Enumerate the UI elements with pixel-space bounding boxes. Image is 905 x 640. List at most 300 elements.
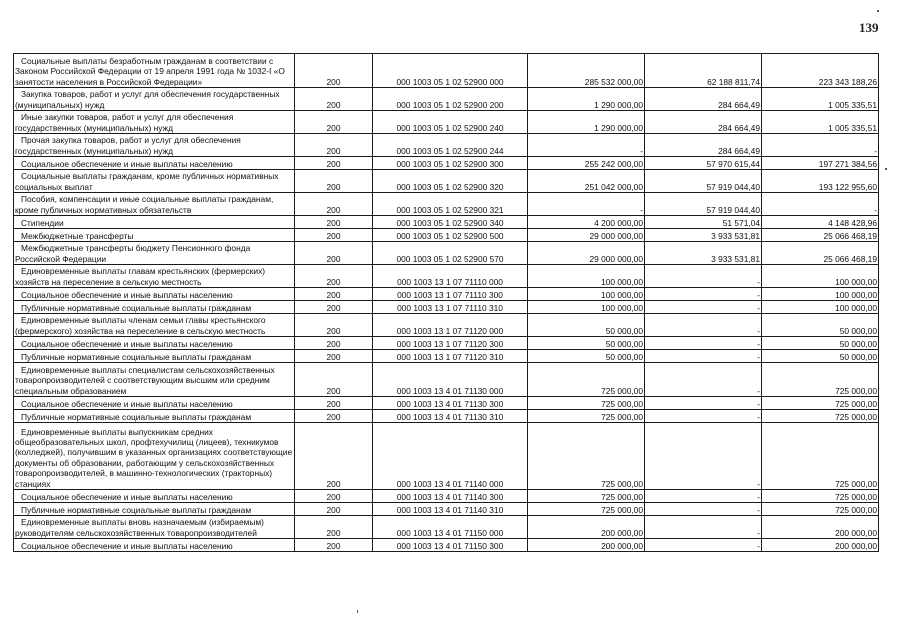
row-name-cell: [14, 216, 295, 229]
row-name-text: Прочая закупка товаров, работ и услуг для обеспечения государственных (муниципальных) нужд: [15, 135, 241, 156]
row-kbk-text: 000 1003 13 4 01 71130 300: [396, 398, 504, 409]
row-approved-text: 1 290 000,00: [594, 122, 643, 133]
row-approved-text: 285 532 000,00: [584, 76, 643, 87]
row-name-cell: [14, 337, 295, 350]
row-name-cell: [14, 288, 295, 301]
row-unexecuted-cell: [762, 170, 879, 193]
row-approved-text: 725 000,00: [601, 504, 643, 515]
row-unexecuted-text: 200 000,00: [835, 527, 877, 538]
row-name-text: Социальные выплаты гражданам, кроме публичных нормативных социальных выплат: [15, 171, 279, 192]
row-code-text: 200: [326, 385, 341, 396]
row-unexecuted-cell: [762, 216, 879, 229]
row-kbk-text: 000 1003 13 1 07 71120 000: [396, 325, 504, 336]
row-executed-text: -: [757, 478, 760, 489]
row-kbk-text: 000 1003 13 4 01 71140 000: [396, 478, 504, 489]
row-name-text: Стипендии: [21, 217, 64, 228]
row-unexecuted-cell: [762, 397, 879, 410]
row-unexecuted-cell: [762, 288, 879, 301]
table-row: [14, 503, 879, 516]
row-kbk-text: 000 1003 05 1 02 52900 320: [396, 181, 504, 192]
row-kbk-text: 000 1003 05 1 02 52900 200: [396, 99, 504, 110]
row-executed-cell: [645, 88, 762, 111]
row-code-cell: [295, 242, 373, 265]
row-kbk-cell: [373, 54, 528, 88]
row-executed-text: -: [757, 325, 760, 336]
row-approved-cell: [528, 157, 645, 170]
row-unexecuted-cell: [762, 337, 879, 350]
row-code-cell: [295, 111, 373, 134]
row-unexecuted-cell: [762, 410, 879, 423]
row-name-cell: [14, 314, 295, 337]
table-body: [14, 54, 879, 552]
row-name-cell: [14, 539, 295, 552]
table-row: [14, 170, 879, 193]
row-executed-cell: [645, 397, 762, 410]
row-name-text: Социальное обеспечение и иные выплаты населению: [21, 289, 233, 300]
row-approved-text: 50 000,00: [605, 338, 643, 349]
row-approved-text: 725 000,00: [601, 491, 643, 502]
row-unexecuted-text: 197 271 384,56: [818, 158, 877, 169]
row-executed-text: 284 664,49: [718, 99, 760, 110]
row-approved-text: 29 000 000,00: [589, 253, 643, 264]
row-unexecuted-text: 1 005 335,51: [828, 122, 877, 133]
row-approved-text: 29 000 000,00: [589, 230, 643, 241]
row-name-text: Единовременные выплаты главам крестьянских (фермерских) хозяйств на переселение в сельскую местность: [15, 266, 266, 287]
row-code-text: 200: [326, 351, 341, 362]
table-row: [14, 314, 879, 337]
row-kbk-cell: [373, 170, 528, 193]
row-name-text: Единовременные выплаты вновь назначаемым (избираемым) руководителям сельскохозяйственных товаропроизводителей: [15, 517, 264, 538]
row-unexecuted-text: 725 000,00: [835, 385, 877, 396]
row-approved-cell: [528, 242, 645, 265]
page-number: 139: [859, 20, 879, 35]
row-executed-text: -: [757, 527, 760, 538]
row-unexecuted-text: 725 000,00: [835, 504, 877, 515]
row-executed-text: 284 664,49: [718, 122, 760, 133]
row-code-cell: [295, 314, 373, 337]
row-name-cell: [14, 363, 295, 397]
table-row: [14, 88, 879, 111]
row-approved-cell: [528, 288, 645, 301]
row-code-cell: [295, 229, 373, 242]
row-unexecuted-text: 725 000,00: [835, 398, 877, 409]
row-approved-text: 4 200 000,00: [594, 217, 643, 228]
row-kbk-text: 000 1003 05 1 02 52900 000: [396, 76, 504, 87]
row-approved-text: 725 000,00: [601, 398, 643, 409]
row-code-cell: [295, 301, 373, 314]
row-approved-cell: [528, 88, 645, 111]
row-name-text: Публичные нормативные социальные выплаты гражданам: [21, 302, 252, 313]
row-kbk-text: 000 1003 05 1 02 52900 244: [396, 145, 504, 156]
row-kbk-text: 000 1003 13 4 01 71150 300: [396, 540, 504, 551]
row-kbk-cell: [373, 503, 528, 516]
row-code-text: 200: [326, 276, 341, 287]
row-code-cell: [295, 539, 373, 552]
row-code-text: 200: [326, 478, 341, 489]
row-approved-text: 1 290 000,00: [594, 99, 643, 110]
row-unexecuted-cell: [762, 111, 879, 134]
row-unexecuted-text: 100 000,00: [835, 302, 877, 313]
row-name-cell: [14, 490, 295, 503]
row-approved-cell: [528, 397, 645, 410]
row-unexecuted-text: 725 000,00: [835, 411, 877, 422]
row-name-text: Публичные нормативные социальные выплаты гражданам: [21, 504, 252, 515]
row-executed-text: 57 919 044,40: [706, 181, 760, 192]
table-row: [14, 157, 879, 170]
table-row: [14, 134, 879, 157]
row-unexecuted-cell: [762, 350, 879, 363]
row-approved-text: 725 000,00: [601, 385, 643, 396]
row-executed-text: -: [757, 289, 760, 300]
row-kbk-cell: [373, 301, 528, 314]
row-executed-cell: [645, 337, 762, 350]
row-approved-text: 100 000,00: [601, 289, 643, 300]
row-kbk-cell: [373, 111, 528, 134]
row-name-text: Социальное обеспечение и иные выплаты населению: [21, 398, 233, 409]
row-approved-text: 100 000,00: [601, 276, 643, 287]
row-code-text: 200: [326, 122, 341, 133]
row-kbk-text: 000 1003 05 1 02 52900 321: [396, 204, 504, 215]
table-row: [14, 490, 879, 503]
row-executed-text: -: [757, 276, 760, 287]
row-kbk-text: 000 1003 13 4 01 71140 300: [396, 491, 504, 502]
row-kbk-text: 000 1003 13 1 07 71110 310: [397, 302, 503, 313]
row-approved-text: 50 000,00: [605, 351, 643, 362]
row-name-text: Межбюджетные трансферты бюджету Пенсионного фонда Российской Федерации: [15, 243, 251, 264]
row-executed-cell: [645, 490, 762, 503]
row-name-text: Публичные нормативные социальные выплаты гражданам: [21, 351, 252, 362]
row-executed-text: 3 933 531,81: [711, 230, 760, 241]
row-kbk-cell: [373, 350, 528, 363]
row-code-cell: [295, 337, 373, 350]
row-code-text: 200: [326, 204, 341, 215]
row-code-cell: [295, 54, 373, 88]
row-name-cell: [14, 301, 295, 314]
row-unexecuted-text: 100 000,00: [835, 289, 877, 300]
row-kbk-cell: [373, 216, 528, 229]
row-name-cell: [14, 265, 295, 288]
row-unexecuted-cell: [762, 265, 879, 288]
row-name-cell: [14, 242, 295, 265]
row-name-text: Межбюджетные трансферты: [21, 230, 134, 241]
row-code-text: 200: [326, 76, 341, 87]
row-approved-text: 50 000,00: [605, 325, 643, 336]
row-executed-text: -: [757, 411, 760, 422]
row-name-text: Закупка товаров, работ и услуг для обеспечения государственных (муниципальных) нужд: [15, 89, 280, 110]
row-code-text: 200: [326, 338, 341, 349]
row-executed-text: 57 970 615,44: [706, 158, 760, 169]
row-unexecuted-cell: [762, 157, 879, 170]
row-code-cell: [295, 216, 373, 229]
row-code-text: 200: [326, 491, 341, 502]
row-unexecuted-text: 25 066 468,19: [823, 253, 877, 264]
row-unexecuted-cell: [762, 88, 879, 111]
row-kbk-cell: [373, 423, 528, 490]
row-name-cell: [14, 229, 295, 242]
row-code-cell: [295, 503, 373, 516]
row-unexecuted-cell: [762, 314, 879, 337]
row-executed-text: -: [757, 540, 760, 551]
row-executed-cell: [645, 539, 762, 552]
table-row: [14, 216, 879, 229]
row-code-text: 200: [326, 99, 341, 110]
row-executed-cell: [645, 301, 762, 314]
table-row: [14, 397, 879, 410]
row-approved-text: 251 042 000,00: [584, 181, 643, 192]
row-kbk-cell: [373, 516, 528, 539]
row-kbk-cell: [373, 490, 528, 503]
row-unexecuted-cell: [762, 516, 879, 539]
row-code-text: 200: [326, 325, 341, 336]
row-unexecuted-cell: [762, 134, 879, 157]
row-kbk-cell: [373, 157, 528, 170]
row-unexecuted-text: 50 000,00: [839, 325, 877, 336]
row-unexecuted-cell: [762, 193, 879, 216]
row-approved-text: -: [640, 145, 643, 156]
row-unexecuted-text: 223 343 188,26: [818, 76, 877, 87]
table-row: [14, 539, 879, 552]
table-row: [14, 288, 879, 301]
row-name-cell: [14, 88, 295, 111]
row-approved-cell: [528, 337, 645, 350]
row-unexecuted-text: 25 066 468,19: [823, 230, 877, 241]
row-name-cell: [14, 134, 295, 157]
row-unexecuted-text: 4 148 428,96: [828, 217, 877, 228]
row-code-cell: [295, 170, 373, 193]
row-unexecuted-cell: [762, 54, 879, 88]
row-code-cell: [295, 490, 373, 503]
row-executed-cell: [645, 54, 762, 88]
row-unexecuted-text: 50 000,00: [839, 351, 877, 362]
row-kbk-text: 000 1003 05 1 02 52900 240: [396, 122, 504, 133]
row-code-text: 200: [326, 158, 341, 169]
row-approved-text: 725 000,00: [601, 411, 643, 422]
row-code-text: 200: [326, 217, 341, 228]
row-executed-cell: [645, 410, 762, 423]
row-kbk-cell: [373, 288, 528, 301]
row-name-cell: [14, 54, 295, 88]
scan-speck: [877, 10, 879, 12]
table-row: [14, 410, 879, 423]
row-name-cell: [14, 157, 295, 170]
row-code-text: 200: [326, 253, 341, 264]
row-approved-text: 200 000,00: [601, 540, 643, 551]
row-name-text: Иные закупки товаров, работ и услуг для обеспечения государственных (муниципальных) нужд: [15, 112, 234, 133]
row-executed-cell: [645, 363, 762, 397]
row-name-text: Социальное обеспечение и иные выплаты населению: [21, 338, 233, 349]
row-unexecuted-text: 1 005 335,51: [828, 99, 877, 110]
row-name-cell: [14, 423, 295, 490]
row-name-cell: [14, 193, 295, 216]
row-kbk-cell: [373, 88, 528, 111]
row-unexecuted-text: 725 000,00: [835, 478, 877, 489]
table-row: [14, 229, 879, 242]
row-name-cell: [14, 397, 295, 410]
row-kbk-text: 000 1003 05 1 02 52900 340: [396, 217, 504, 228]
row-code-text: 200: [326, 289, 341, 300]
row-approved-cell: [528, 134, 645, 157]
budget-execution-table: [13, 53, 879, 552]
row-kbk-text: 000 1003 13 4 01 71130 310: [396, 411, 504, 422]
row-name-cell: [14, 170, 295, 193]
row-kbk-cell: [373, 265, 528, 288]
row-unexecuted-cell: [762, 423, 879, 490]
row-approved-cell: [528, 490, 645, 503]
row-unexecuted-cell: [762, 539, 879, 552]
row-executed-cell: [645, 229, 762, 242]
row-kbk-cell: [373, 314, 528, 337]
row-kbk-text: 000 1003 13 1 07 71110 300: [397, 289, 503, 300]
table-row: [14, 193, 879, 216]
row-approved-cell: [528, 314, 645, 337]
row-unexecuted-text: 193 122 955,60: [818, 181, 877, 192]
row-executed-cell: [645, 216, 762, 229]
row-code-text: 200: [326, 527, 341, 538]
row-unexecuted-text: 200 000,00: [835, 540, 877, 551]
row-approved-cell: [528, 350, 645, 363]
row-code-cell: [295, 516, 373, 539]
table-row: [14, 337, 879, 350]
row-executed-cell: [645, 265, 762, 288]
row-kbk-cell: [373, 134, 528, 157]
row-kbk-cell: [373, 242, 528, 265]
row-executed-cell: [645, 111, 762, 134]
row-approved-cell: [528, 301, 645, 314]
row-code-text: 200: [326, 540, 341, 551]
row-name-cell: [14, 350, 295, 363]
row-approved-cell: [528, 111, 645, 134]
row-unexecuted-cell: [762, 242, 879, 265]
row-executed-text: -: [757, 338, 760, 349]
row-approved-cell: [528, 265, 645, 288]
table-row: [14, 516, 879, 539]
row-executed-cell: [645, 350, 762, 363]
scan-speck: [357, 610, 358, 613]
table-row: [14, 242, 879, 265]
row-unexecuted-text: 100 000,00: [835, 276, 877, 287]
row-name-cell: [14, 111, 295, 134]
row-approved-text: -: [640, 204, 643, 215]
row-code-cell: [295, 157, 373, 170]
row-unexecuted-text: -: [874, 145, 877, 156]
row-name-text: Публичные нормативные социальные выплаты гражданам: [21, 411, 252, 422]
row-approved-cell: [528, 539, 645, 552]
row-approved-text: 255 242 000,00: [584, 158, 643, 169]
row-unexecuted-cell: [762, 301, 879, 314]
table-row: [14, 363, 879, 397]
row-executed-text: -: [757, 351, 760, 362]
table-row: [14, 350, 879, 363]
row-code-text: 200: [326, 181, 341, 192]
row-unexecuted-cell: [762, 363, 879, 397]
row-code-text: 200: [326, 411, 341, 422]
row-approved-text: 200 000,00: [601, 527, 643, 538]
table-row: [14, 265, 879, 288]
row-executed-text: -: [757, 398, 760, 409]
row-executed-text: 284 664,49: [718, 145, 760, 156]
row-approved-cell: [528, 54, 645, 88]
row-name-text: Социальное обеспечение и иные выплаты населению: [21, 491, 233, 502]
row-executed-text: 51 571,04: [722, 217, 760, 228]
row-code-cell: [295, 193, 373, 216]
row-kbk-text: 000 1003 13 1 07 71120 300: [396, 338, 504, 349]
row-executed-cell: [645, 157, 762, 170]
row-approved-text: 100 000,00: [601, 302, 643, 313]
row-code-cell: [295, 265, 373, 288]
row-name-text: Социальное обеспечение и иные выплаты населению: [21, 540, 233, 551]
row-name-text: Пособия, компенсации и иные социальные выплаты гражданам, кроме публичных нормативных обязательств: [15, 194, 274, 215]
row-executed-text: 57 919 044,40: [706, 204, 760, 215]
row-kbk-text: 000 1003 05 1 02 52900 570: [396, 253, 504, 264]
table-row: [14, 423, 879, 490]
row-code-cell: [295, 88, 373, 111]
row-executed-cell: [645, 503, 762, 516]
row-kbk-cell: [373, 363, 528, 397]
row-code-cell: [295, 410, 373, 423]
row-unexecuted-text: 725 000,00: [835, 491, 877, 502]
row-executed-text: -: [757, 504, 760, 515]
row-kbk-cell: [373, 539, 528, 552]
row-kbk-text: 000 1003 13 1 07 71110 000: [397, 276, 503, 287]
row-kbk-cell: [373, 229, 528, 242]
row-kbk-cell: [373, 337, 528, 350]
row-code-cell: [295, 350, 373, 363]
row-approved-cell: [528, 516, 645, 539]
row-approved-cell: [528, 503, 645, 516]
row-code-text: 200: [326, 145, 341, 156]
row-kbk-text: 000 1003 05 1 02 52900 500: [396, 230, 504, 241]
row-code-cell: [295, 134, 373, 157]
row-name-cell: [14, 410, 295, 423]
row-kbk-text: 000 1003 13 4 01 71130 000: [396, 385, 504, 396]
row-kbk-cell: [373, 410, 528, 423]
row-unexecuted-cell: [762, 503, 879, 516]
row-name-text: Единовременные выплаты выпускникам средних общеобразовательных школ, профтехучилищ (лицеев), техникумов (колледжей), получившим в указанных организациях соответствующие документы об образовании, работающим у сельскохозяйственных товаропроизводителей, в машинно-технологических (тракторных) станциях: [15, 426, 293, 489]
row-code-text: 200: [326, 398, 341, 409]
row-executed-text: -: [757, 385, 760, 396]
row-executed-cell: [645, 288, 762, 301]
row-executed-cell: [645, 134, 762, 157]
row-executed-cell: [645, 170, 762, 193]
table-row: [14, 301, 879, 314]
row-kbk-text: 000 1003 05 1 02 52900 300: [396, 158, 504, 169]
row-code-text: 200: [326, 504, 341, 515]
row-kbk-text: 000 1003 13 1 07 71120 310: [396, 351, 504, 362]
row-unexecuted-text: -: [874, 204, 877, 215]
row-approved-cell: [528, 423, 645, 490]
row-approved-cell: [528, 363, 645, 397]
row-name-text: Социальное обеспечение и иные выплаты населению: [21, 158, 233, 169]
row-executed-text: 62 188 811,74: [707, 76, 760, 87]
row-executed-cell: [645, 516, 762, 539]
row-approved-cell: [528, 170, 645, 193]
row-approved-cell: [528, 229, 645, 242]
row-code-cell: [295, 423, 373, 490]
row-unexecuted-text: 50 000,00: [839, 338, 877, 349]
row-code-text: 200: [326, 302, 341, 313]
row-name-cell: [14, 503, 295, 516]
table-row: [14, 54, 879, 88]
row-kbk-cell: [373, 193, 528, 216]
row-unexecuted-cell: [762, 490, 879, 503]
row-code-text: 200: [326, 230, 341, 241]
row-name-cell: [14, 516, 295, 539]
row-executed-cell: [645, 423, 762, 490]
row-approved-cell: [528, 193, 645, 216]
row-executed-cell: [645, 314, 762, 337]
row-name-text: Единовременные выплаты специалистам сельскохозяйственных товаропроизводителей с соответствующим высшим или средним специальным образованием: [15, 364, 275, 396]
row-executed-text: -: [757, 491, 760, 502]
